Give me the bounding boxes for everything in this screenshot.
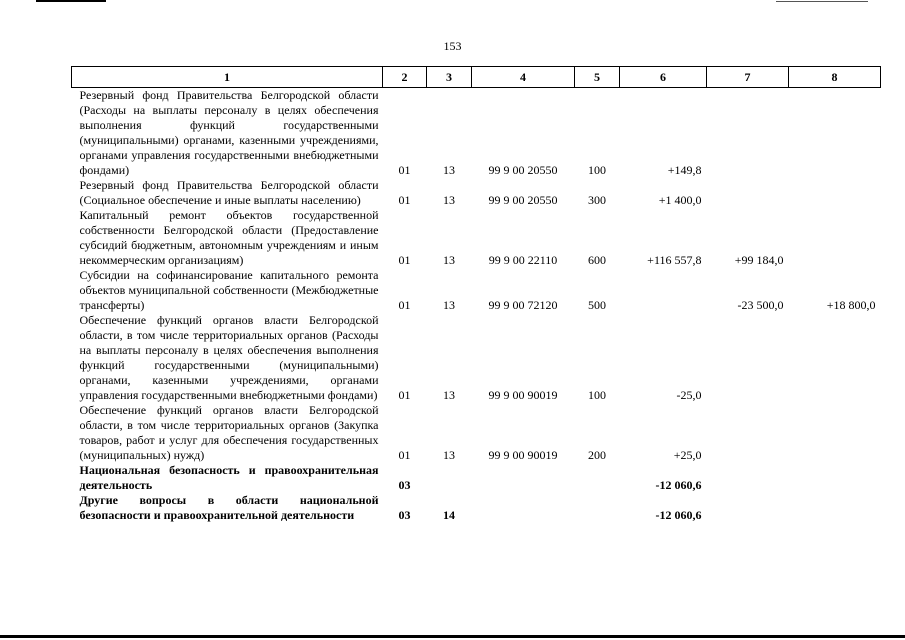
row-amount-col6: -12 060,6: [655, 508, 702, 522]
row-amount-col6: -25,0: [676, 388, 702, 402]
row-target-article: 99 9 00 72120: [488, 298, 558, 312]
row-amount-col8: [789, 403, 881, 463]
row-amount-col7: [707, 88, 789, 179]
row-amount-col7: -23 500,0: [737, 298, 784, 312]
row-description: Обеспечение функций органов власти Белгородской области, в том числе территориальных органов (Закупка товаров, работ и услуг для обеспечения государственных (муниципальных) нужд): [79, 403, 379, 462]
row-amount-col7: [707, 403, 789, 463]
row-description: Другие вопросы в области национальной безопасности и правоохранительной деятельности: [79, 493, 379, 522]
row-section-code: 01: [398, 388, 411, 402]
row-subsection-code: 13: [443, 253, 455, 267]
header-col-2: 2: [383, 67, 427, 88]
row-amount-col8: +18 800,0: [826, 298, 876, 312]
header-col-8: 8: [789, 67, 881, 88]
table-header-row: [72, 67, 881, 88]
budget-table: [71, 66, 881, 523]
header-col-1: 1: [72, 67, 383, 88]
row-subsection-code: 13: [443, 163, 455, 177]
row-description: Резервный фонд Правительства Белгородской области (Социальное обеспечение и иные выплаты населению): [79, 178, 379, 207]
row-subsection-code: 13: [443, 448, 455, 462]
row-expense-type: [575, 493, 620, 523]
header-col-7: 7: [707, 67, 789, 88]
row-description: Национальная безопасность и правоохранительная деятельность: [79, 463, 379, 492]
row-section-code: 03: [398, 478, 411, 492]
row-section-code: 01: [398, 193, 411, 207]
row-expense-type: [575, 463, 620, 493]
row-amount-col8: [789, 88, 881, 179]
row-amount-col6: +149,8: [667, 163, 702, 177]
header-col-4: 4: [472, 67, 575, 88]
row-expense-type: 500: [588, 298, 606, 312]
row-expense-type: 100: [588, 388, 606, 402]
row-section-code: 01: [398, 163, 411, 177]
row-target-article: 99 9 00 22110: [488, 253, 558, 267]
row-section-code: 01: [398, 298, 411, 312]
table-body: [72, 88, 881, 524]
row-description: Резервный фонд Правительства Белгородской области (Расходы на выплаты персоналу в целях обеспечения выполнения функций государственными (муниципальными) органами, казенными учреждениями, органами управления государственными внебюджетными фондами): [79, 88, 379, 177]
header-col-3: 3: [427, 67, 472, 88]
table-row: [72, 403, 881, 463]
row-description: Субсидии на софинансирование капитального ремонта объектов муниципальной собственности (Межбюджетные трансферты): [79, 268, 379, 312]
row-amount-col6: +1 400,0: [658, 193, 702, 207]
row-target-article: 99 9 00 20550: [488, 193, 558, 207]
row-amount-col7: +99 184,0: [734, 253, 784, 267]
row-subsection-code: 13: [443, 388, 455, 402]
row-amount-col8: [789, 208, 881, 268]
row-amount-col6: +25,0: [673, 448, 702, 462]
row-amount-col6: +116 557,8: [647, 253, 702, 267]
row-amount-col8: [789, 178, 881, 208]
row-section-code: 03: [398, 508, 411, 522]
row-subsection-code: [427, 463, 472, 493]
row-amount-col7: [707, 313, 789, 403]
row-expense-type: 200: [588, 448, 606, 462]
table-row: [72, 88, 881, 179]
table-row: [72, 313, 881, 403]
row-target-article: 99 9 00 20550: [488, 163, 558, 177]
row-expense-type: 600: [588, 253, 606, 267]
header-col-5: 5: [575, 67, 620, 88]
row-amount-col7: [707, 493, 789, 523]
row-section-code: 01: [398, 253, 411, 267]
row-amount-col8: [789, 493, 881, 523]
row-amount-col8: [789, 313, 881, 403]
row-subsection-code: 13: [443, 193, 455, 207]
row-amount-col6: -12 060,6: [655, 478, 702, 492]
table-row: [72, 208, 881, 268]
row-description: Капитальный ремонт объектов государственной собственности Белгородской области (Предоставление субсидий бюджетным, автономным учреждениям и иным некоммерческим организациям): [79, 208, 379, 267]
header-col-6: 6: [620, 67, 707, 88]
row-subsection-code: 14: [443, 508, 455, 522]
row-amount-col7: [707, 463, 789, 493]
table-row: [72, 268, 881, 313]
row-target-article: [472, 493, 575, 523]
table-row: [72, 178, 881, 208]
top-edge-line-right: [776, 1, 868, 2]
row-target-article: [472, 463, 575, 493]
row-amount-col7: [707, 178, 789, 208]
row-target-article: 99 9 00 90019: [488, 388, 558, 402]
row-subsection-code: 13: [443, 298, 455, 312]
row-section-code: 01: [398, 448, 411, 462]
bottom-edge-line: [0, 635, 905, 638]
table-row: [72, 463, 881, 493]
page-number: 153: [443, 39, 462, 53]
row-amount-col6: [620, 268, 707, 313]
top-edge-line: [36, 0, 106, 2]
row-target-article: 99 9 00 90019: [488, 448, 558, 462]
row-expense-type: 300: [588, 193, 606, 207]
table-row: [72, 493, 881, 523]
row-amount-col8: [789, 463, 881, 493]
row-expense-type: 100: [588, 163, 606, 177]
row-description: Обеспечение функций органов власти Белгородской области, в том числе территориальных органов (Расходы на выплаты персоналу в целях обеспечения выполнения функций государственными (муниципальными) органами, казенными учреждениями, органами управления государственными внебюджетными фондами): [79, 313, 379, 402]
